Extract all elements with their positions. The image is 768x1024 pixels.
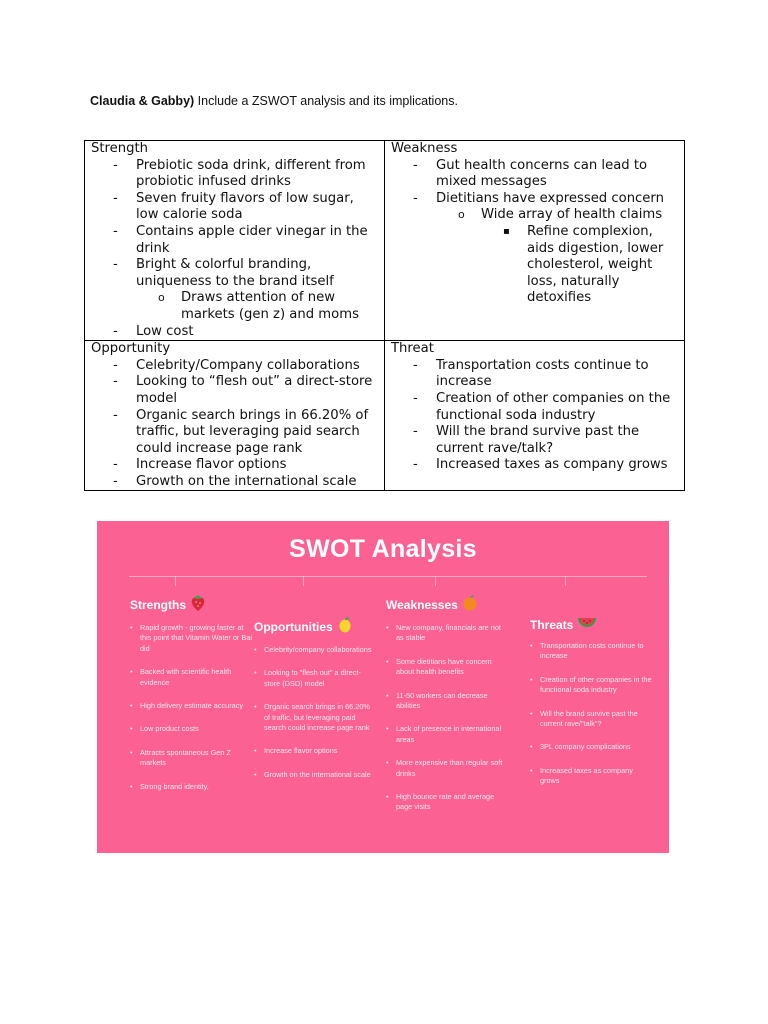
threat-item: - Creation of other companies on the functional soda industry (391, 391, 680, 424)
threat-item: - Increased taxes as company grows (391, 457, 680, 474)
strengths-column (130, 594, 252, 805)
opportunity-title: Opportunity (91, 341, 171, 357)
opportunities-label: Opportunities (254, 619, 333, 634)
opportunities-header (254, 616, 376, 637)
infographic-title: SWOT Analysis (289, 535, 477, 563)
weakness-item-text: Dietitians have expressed concern (436, 190, 664, 206)
weakness-cell (385, 141, 685, 341)
weakness-title: Weakness (391, 141, 458, 156)
opportunity-item: - Organic search brings in 66.20% of traffic, but leveraging paid search could increase page rank (91, 408, 380, 458)
connector-tick (175, 576, 176, 586)
threat-title: Threat (391, 341, 434, 357)
weaknesses-header (386, 594, 508, 615)
strengths-label: Strengths (130, 597, 187, 612)
orange-icon (462, 594, 478, 615)
author-names: Claudia & Gabby) (90, 94, 195, 108)
assignment-instruction: Include a ZSWOT analysis and its implications. (197, 94, 458, 108)
weakness-item (391, 191, 680, 307)
threats-header (530, 616, 652, 633)
threats-item: • 3PL company complications (530, 742, 652, 752)
strawberry-icon (190, 594, 206, 615)
strength-item-text: Bright & colorful branding, uniqueness to the brand itself (136, 257, 334, 289)
opportunity-item: - Growth on the international scale (91, 474, 380, 491)
strength-item (91, 257, 380, 323)
opportunity-item: - Looking to “flesh out” a direct-store model (91, 374, 380, 407)
strength-item: - Seven fruity flavors of low sugar, low calorie soda (91, 191, 380, 224)
connector-line (129, 576, 647, 577)
strengths-item: • Low product costs (130, 724, 252, 734)
strengths-item: • Strong brand identity, (130, 782, 252, 792)
strength-cell (85, 141, 385, 341)
weakness-sub-item (436, 207, 680, 307)
strengths-item: • High delivery estimate accuracy (130, 701, 252, 711)
weaknesses-item: • New company, financials are not as stable (386, 623, 508, 644)
connector-tick (435, 576, 436, 586)
opportunities-item: • Organic search brings in 66.20% of traffic, but leveraging paid search could increase page rank (254, 702, 376, 733)
strengths-header (130, 594, 252, 615)
swot-infographic (97, 521, 669, 853)
weaknesses-item: • More expensive than regular soft drinks (386, 758, 508, 779)
opportunities-item: • Growth on the international scale (254, 770, 376, 780)
connector-tick (303, 576, 304, 586)
opportunity-item: - Increase flavor options (91, 457, 380, 474)
lemon-icon (337, 616, 353, 637)
weaknesses-item: • Lack of presence in international areas (386, 724, 508, 745)
threat-item: - Transportation costs continue to increase (391, 358, 680, 391)
weakness-item: - Gut health concerns can lead to mixed messages (391, 158, 680, 191)
opportunity-item: - Celebrity/Company collaborations (91, 358, 380, 375)
strengths-item: • Backed with scientific health evidence (130, 667, 252, 688)
threat-cell (385, 341, 685, 491)
weaknesses-item: • 11-50 workers can decrease abilities (386, 691, 508, 712)
opportunities-item: • Increase flavor options (254, 746, 376, 756)
strength-item: - Prebiotic soda drink, different from probiotic infused drinks (91, 158, 380, 191)
strength-title: Strength (91, 141, 149, 156)
threats-item: • Transportation costs continue to increase (530, 641, 652, 662)
opportunities-item: • Celebrity/company collaborations (254, 645, 376, 655)
threats-item: • Creation of other companies in the functional soda industry (530, 675, 652, 696)
opportunities-column (254, 616, 376, 793)
assignment-heading (90, 94, 458, 108)
weakness-sub-item-text: Wide array of health claims (481, 207, 663, 223)
connector-tick (565, 576, 566, 586)
strength-item: - Contains apple cider vinegar in the drink (91, 224, 380, 257)
weaknesses-item: • High bounce rate and average page visits (386, 792, 508, 813)
threat-item: - Will the brand survive past the current rave/talk? (391, 424, 680, 457)
strength-sub-item: o Draws attention of new markets (gen z) and moms (136, 290, 380, 323)
threats-label: Threats (530, 617, 574, 632)
strength-item: - Low cost (91, 324, 380, 341)
threats-column (530, 616, 652, 800)
threats-item: • Will the brand survive past the current rave/"talk"? (530, 709, 652, 730)
weaknesses-item: • Some dietitians have concern about health benefits (386, 657, 508, 678)
weakness-sub-sub-item: ▪ Refine complexion, aids digestion, lower cholesterol, weight loss, naturally detoxifies (481, 224, 680, 307)
threats-item: • Increased taxes as company grows (530, 766, 652, 787)
weaknesses-label: Weaknesses (386, 597, 458, 612)
strengths-item: • Rapid growth - growing faster at this point that Vitamin Water or Bai did (130, 623, 252, 654)
opportunities-item: • Looking to "flesh out" a direct-store (DSD) model (254, 668, 376, 689)
weaknesses-column (386, 594, 508, 826)
swot-table (84, 140, 685, 491)
opportunity-cell (85, 341, 385, 491)
watermelon-icon (577, 616, 597, 633)
strengths-item: • Attracts spontaneous Gen Z markets (130, 748, 252, 769)
